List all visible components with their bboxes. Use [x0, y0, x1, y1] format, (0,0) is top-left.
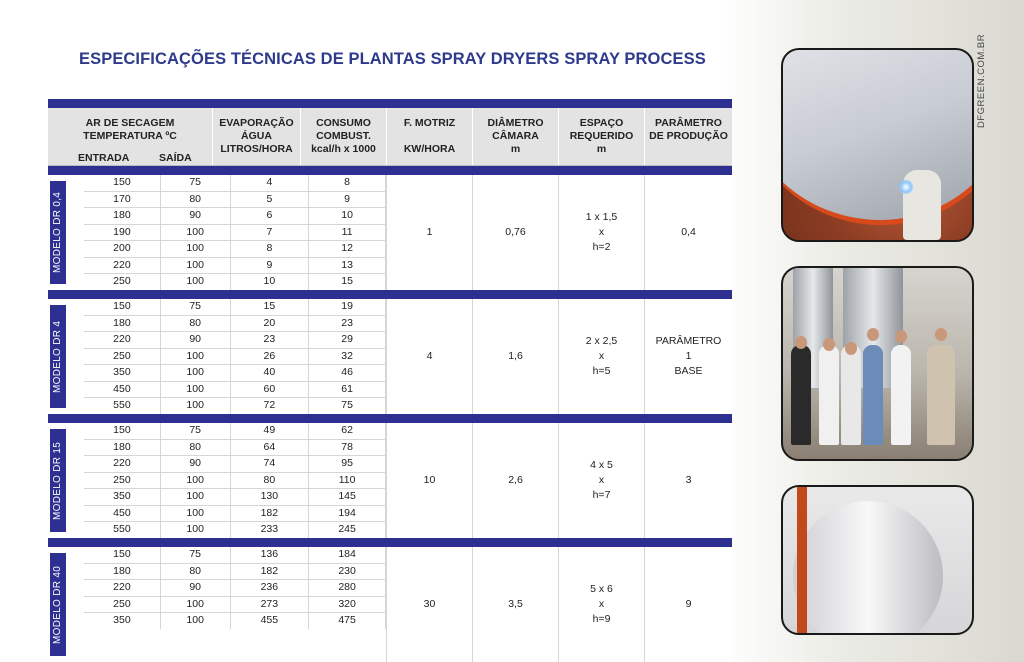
- header-parametro-line2: DE PRODUÇÃO: [649, 130, 728, 142]
- spec-espaco-line: 5 x 6: [590, 583, 613, 595]
- photo-team-head: [845, 342, 857, 355]
- table-row: [84, 332, 386, 349]
- spec-espaco-line: 1 x 1,5: [585, 211, 618, 223]
- spec-parametro: [644, 423, 732, 538]
- table-row: [84, 473, 386, 490]
- cell-saida: 90: [161, 208, 231, 224]
- header-saida: SAÍDA: [159, 152, 192, 164]
- cell-entrada: 220: [84, 580, 161, 596]
- cell-evaporacao: 136: [231, 547, 310, 563]
- header-evaporacao: [212, 108, 300, 165]
- header-espaco-line2: REQUERIDO: [569, 130, 634, 142]
- photo-team-head: [795, 336, 807, 349]
- cell-consumo: 95: [309, 456, 386, 472]
- cell-consumo: 11: [309, 225, 386, 241]
- cell-entrada: 200: [84, 241, 161, 257]
- table-row: [84, 365, 386, 382]
- header-consumo-line3: kcal/h x 1000: [311, 143, 376, 155]
- cell-consumo: 61: [309, 382, 386, 398]
- table-row: [84, 456, 386, 473]
- cell-saida: 100: [161, 398, 231, 414]
- cell-evaporacao: 7: [231, 225, 310, 241]
- model-rows: [84, 175, 386, 290]
- header-entrada: ENTRADA: [78, 152, 130, 164]
- cell-consumo: 62: [309, 423, 386, 439]
- cell-evaporacao: 80: [231, 473, 310, 489]
- cell-consumo: 8: [309, 175, 386, 191]
- header-fmotriz-unit: KW/HORA: [403, 143, 456, 155]
- spec-fmotriz-line: 1: [426, 226, 433, 238]
- cell-consumo: 75: [309, 398, 386, 414]
- cell-entrada: 220: [84, 332, 161, 348]
- cell-saida: 90: [161, 580, 231, 596]
- photo-team-person: [791, 345, 811, 445]
- header-ar-line1: AR DE SECAGEM: [85, 117, 175, 129]
- cell-entrada: 170: [84, 192, 161, 208]
- website-url: DFGREEN.COM.BR: [976, 33, 987, 128]
- spec-espaco: [558, 175, 644, 290]
- cell-evaporacao: 40: [231, 365, 310, 381]
- cell-entrada: 250: [84, 473, 161, 489]
- spec-espaco-line: 2 x 2,5: [585, 335, 618, 347]
- table-row: [84, 274, 386, 290]
- cell-saida: 100: [161, 258, 231, 274]
- table-row: [84, 522, 386, 538]
- cell-consumo: 78: [309, 440, 386, 456]
- header-ar-secagem: [48, 108, 212, 165]
- photo-team: [781, 266, 974, 461]
- header-diametro-unit: m: [510, 143, 521, 155]
- cell-entrada: 180: [84, 208, 161, 224]
- cell-evaporacao: 49: [231, 423, 310, 439]
- spec-fmotriz: [386, 175, 472, 290]
- cell-entrada: 450: [84, 382, 161, 398]
- spec-diametro: [472, 299, 558, 414]
- photo-team-person: [891, 345, 911, 445]
- cell-entrada: 150: [84, 423, 161, 439]
- cell-evaporacao: 130: [231, 489, 310, 505]
- cell-saida: 75: [161, 299, 231, 315]
- cell-saida: 100: [161, 241, 231, 257]
- table-row: [84, 225, 386, 242]
- spec-parametro: [644, 175, 732, 290]
- cell-saida: 90: [161, 456, 231, 472]
- group-separator: [48, 414, 732, 423]
- table-row: [84, 258, 386, 275]
- cell-entrada: 150: [84, 175, 161, 191]
- photo-team-person: [927, 345, 955, 445]
- table-row: [84, 192, 386, 209]
- cell-entrada: 550: [84, 522, 161, 538]
- cell-saida: 100: [161, 349, 231, 365]
- header-consumo-line2: COMBUST.: [316, 130, 371, 142]
- cell-saida: 90: [161, 332, 231, 348]
- spec-parametro-line: PARÂMETRO: [655, 335, 722, 347]
- cell-evaporacao: 5: [231, 192, 310, 208]
- photo-welder: [781, 48, 974, 242]
- spec-fmotriz-line: 4: [426, 350, 433, 362]
- model-rows: [84, 299, 386, 414]
- cell-saida: 80: [161, 192, 231, 208]
- spec-espaco-line: h=2: [592, 241, 611, 253]
- spec-espaco-line: x: [598, 474, 605, 486]
- table-row: [84, 613, 386, 629]
- photo-team-person: [863, 345, 883, 445]
- header-espaco: [558, 108, 644, 165]
- table-row: [84, 208, 386, 225]
- model-group: [48, 299, 732, 414]
- cell-entrada: 250: [84, 349, 161, 365]
- header-fmotriz: [386, 108, 472, 165]
- cell-saida: 100: [161, 365, 231, 381]
- cell-saida: 80: [161, 440, 231, 456]
- page-title: ESPECIFICAÇÕES TÉCNICAS DE PLANTAS SPRAY DRYERS SPRAY PROCESS: [79, 50, 706, 68]
- photo-team-head: [823, 338, 835, 351]
- table-row: [84, 349, 386, 366]
- cell-evaporacao: 15: [231, 299, 310, 315]
- cell-consumo: 184: [309, 547, 386, 563]
- cell-evaporacao: 26: [231, 349, 310, 365]
- model-rows: [84, 423, 386, 538]
- cell-entrada: 180: [84, 316, 161, 332]
- cell-consumo: 145: [309, 489, 386, 505]
- header-espaco-line1: ESPAÇO: [579, 117, 624, 129]
- table-top-bar: [48, 99, 732, 108]
- cell-consumo: 194: [309, 506, 386, 522]
- cell-consumo: 110: [309, 473, 386, 489]
- cell-consumo: 32: [309, 349, 386, 365]
- spec-parametro: [644, 547, 732, 662]
- cell-evaporacao: 74: [231, 456, 310, 472]
- cell-consumo: 10: [309, 208, 386, 224]
- cell-saida: 100: [161, 382, 231, 398]
- model-group: [48, 547, 732, 662]
- header-consumo: [300, 108, 386, 165]
- cell-entrada: 180: [84, 440, 161, 456]
- spec-fmotriz: [386, 423, 472, 538]
- cell-evaporacao: 60: [231, 382, 310, 398]
- table-row: [84, 440, 386, 457]
- cell-evaporacao: 20: [231, 316, 310, 332]
- cell-evaporacao: 10: [231, 274, 310, 290]
- cell-entrada: 190: [84, 225, 161, 241]
- cell-saida: 100: [161, 597, 231, 613]
- cell-saida: 100: [161, 506, 231, 522]
- header-consumo-line1: CONSUMO: [316, 117, 371, 129]
- cell-consumo: 23: [309, 316, 386, 332]
- photo-welder-wall: [781, 48, 974, 225]
- photo-team-head: [935, 328, 947, 341]
- cell-evaporacao: 72: [231, 398, 310, 414]
- photo-team-person: [841, 345, 861, 445]
- header-evaporacao-line2: ÁGUA: [241, 130, 272, 142]
- spec-espaco-line: 4 x 5: [590, 459, 613, 471]
- spec-fmotriz-line: 30: [423, 598, 436, 610]
- cell-entrada: 150: [84, 299, 161, 315]
- spec-parametro-line: 1: [685, 350, 692, 362]
- cell-evaporacao: 23: [231, 332, 310, 348]
- cell-consumo: 245: [309, 522, 386, 538]
- cell-saida: 100: [161, 489, 231, 505]
- cell-saida: 100: [161, 225, 231, 241]
- spec-parametro-line: 3: [685, 474, 692, 486]
- model-label: MODELO DR 15: [50, 429, 66, 532]
- cell-saida: 80: [161, 564, 231, 580]
- cell-saida: 75: [161, 175, 231, 191]
- photo-chamber-cylinder: [793, 501, 943, 635]
- spec-espaco-line: x: [598, 350, 605, 362]
- cell-consumo: 9: [309, 192, 386, 208]
- spec-diametro-line: 1,6: [508, 350, 523, 362]
- cell-entrada: 350: [84, 613, 161, 629]
- cell-entrada: 250: [84, 274, 161, 290]
- table-row: [84, 547, 386, 564]
- specifications-table: [48, 99, 732, 662]
- spec-espaco: [558, 547, 644, 662]
- model-label: MODELO DR 0,4: [50, 181, 66, 284]
- cell-entrada: 450: [84, 506, 161, 522]
- spec-fmotriz: [386, 299, 472, 414]
- table-row: [84, 299, 386, 316]
- table-row: [84, 506, 386, 523]
- cell-evaporacao: 236: [231, 580, 310, 596]
- table-row: [84, 398, 386, 414]
- table-row: [84, 423, 386, 440]
- table-row: [84, 489, 386, 506]
- cell-saida: 100: [161, 473, 231, 489]
- spec-fmotriz-line: 10: [423, 474, 436, 486]
- table-row: [84, 564, 386, 581]
- photo-chamber: [781, 485, 974, 635]
- cell-consumo: 29: [309, 332, 386, 348]
- cell-saida: 75: [161, 423, 231, 439]
- header-evaporacao-line1: EVAPORAÇÃO: [219, 117, 294, 129]
- cell-entrada: 250: [84, 597, 161, 613]
- header-fmotriz-line1: F. MOTRIZ: [403, 117, 456, 129]
- header-diametro-line2: CÂMARA: [492, 130, 539, 142]
- spec-parametro: [644, 299, 732, 414]
- spec-espaco-line: x: [598, 598, 605, 610]
- header-evaporacao-line3: LITROS/HORA: [220, 143, 293, 155]
- cell-evaporacao: 455: [231, 613, 310, 629]
- cell-consumo: 320: [309, 597, 386, 613]
- group-separator: [48, 166, 732, 175]
- table-row: [84, 580, 386, 597]
- model-group: [48, 423, 732, 538]
- spec-espaco-line: h=7: [592, 489, 611, 501]
- cell-entrada: 150: [84, 547, 161, 563]
- cell-evaporacao: 4: [231, 175, 310, 191]
- cell-consumo: 230: [309, 564, 386, 580]
- spec-espaco-line: h=5: [592, 365, 611, 377]
- header-diametro-line1: DIÂMETRO: [487, 117, 544, 129]
- cell-evaporacao: 64: [231, 440, 310, 456]
- spec-parametro-line: BASE: [674, 365, 703, 377]
- cell-evaporacao: 182: [231, 564, 310, 580]
- photo-chamber-strap: [797, 487, 807, 635]
- spec-diametro-line: 2,6: [508, 474, 523, 486]
- spec-diametro: [472, 175, 558, 290]
- spec-espaco: [558, 423, 644, 538]
- model-group: [48, 175, 732, 290]
- cell-saida: 75: [161, 547, 231, 563]
- cell-saida: 80: [161, 316, 231, 332]
- cell-entrada: 220: [84, 258, 161, 274]
- cell-evaporacao: 233: [231, 522, 310, 538]
- spec-diametro-line: 0,76: [505, 226, 526, 238]
- cell-consumo: 280: [309, 580, 386, 596]
- cell-evaporacao: 6: [231, 208, 310, 224]
- cell-consumo: 12: [309, 241, 386, 257]
- cell-consumo: 46: [309, 365, 386, 381]
- cell-consumo: 475: [309, 613, 386, 629]
- cell-entrada: 550: [84, 398, 161, 414]
- spec-diametro: [472, 423, 558, 538]
- spec-espaco: [558, 299, 644, 414]
- spec-diametro: [472, 547, 558, 662]
- group-separator: [48, 538, 732, 547]
- header-diametro: [472, 108, 558, 165]
- header-ar-line2: TEMPERATURA ºC: [83, 130, 177, 142]
- cell-evaporacao: 273: [231, 597, 310, 613]
- table-row: [84, 316, 386, 333]
- cell-consumo: 13: [309, 258, 386, 274]
- cell-saida: 100: [161, 522, 231, 538]
- cell-consumo: 19: [309, 299, 386, 315]
- spec-espaco-line: h=9: [592, 613, 611, 625]
- group-separator: [48, 290, 732, 299]
- spec-parametro-line: 0,4: [681, 226, 696, 238]
- cell-saida: 100: [161, 274, 231, 290]
- model-groups: [48, 166, 732, 662]
- table-header: [48, 108, 732, 166]
- header-espaco-unit: m: [596, 143, 607, 155]
- photo-team-person: [819, 345, 839, 445]
- cell-entrada: 350: [84, 489, 161, 505]
- model-label: MODELO DR 4: [50, 305, 66, 408]
- photo-team-head: [895, 330, 907, 343]
- photo-welder-spark: [899, 180, 913, 194]
- cell-entrada: 350: [84, 365, 161, 381]
- cell-entrada: 180: [84, 564, 161, 580]
- table-row: [84, 382, 386, 399]
- cell-evaporacao: 182: [231, 506, 310, 522]
- spec-espaco-line: x: [598, 226, 605, 238]
- table-row: [84, 241, 386, 258]
- table-row: [84, 175, 386, 192]
- spec-fmotriz: [386, 547, 472, 662]
- cell-evaporacao: 9: [231, 258, 310, 274]
- model-rows: [84, 547, 386, 629]
- cell-consumo: 15: [309, 274, 386, 290]
- header-parametro: [644, 108, 732, 165]
- spec-diametro-line: 3,5: [508, 598, 523, 610]
- cell-entrada: 220: [84, 456, 161, 472]
- table-row: [84, 597, 386, 614]
- header-parametro-line1: PARÂMETRO: [655, 117, 722, 129]
- model-label: MODELO DR 40: [50, 553, 66, 656]
- spec-parametro-line: 9: [685, 598, 692, 610]
- cell-saida: 100: [161, 613, 231, 629]
- photo-team-head: [867, 328, 879, 341]
- cell-evaporacao: 8: [231, 241, 310, 257]
